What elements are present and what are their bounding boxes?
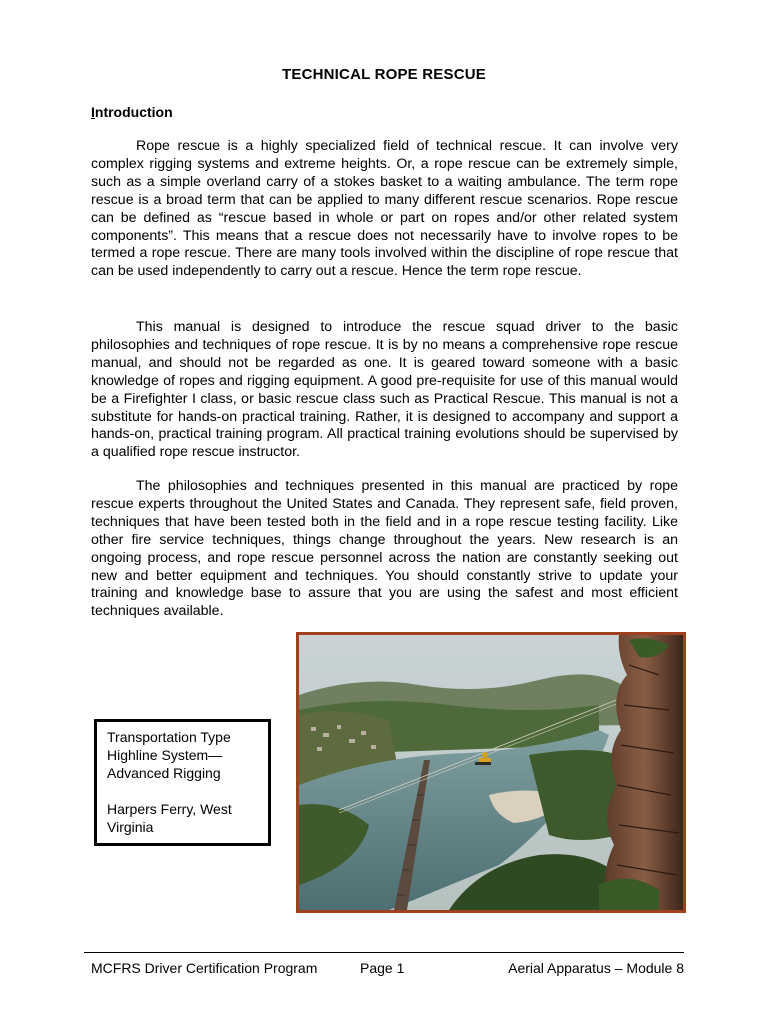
caption-line: Advanced Rigging — [107, 765, 221, 781]
caption-line: Virginia — [107, 819, 154, 835]
paragraph: The philosophies and techniques presented in this manual are practiced by rope rescue experts throughout the United States and Canada. They represent safe, field proven, techniques that have been tested both in the field and in a rope rescue testing facility. Like other fire service techniques, things change throughout the years. New research is an ongoing process, and rope rescue personnel across the nation are constantly seeking out new and better equipment and techniques. You should constantly strive to update your training and knowledge base to assure that you are using the safest and most efficient techniques available. — [91, 478, 678, 620]
footer-divider — [84, 952, 684, 953]
footer-module-name: Aerial Apparatus – Module 8 — [508, 960, 684, 976]
footer-program-name: MCFRS Driver Certification Program — [91, 960, 318, 976]
section-heading-initial: I — [91, 104, 95, 120]
photo-caption-box — [94, 719, 271, 846]
paragraph-2-block — [91, 319, 678, 480]
section-heading-rest: ntroduction — [94, 104, 173, 120]
paragraph: Rope rescue is a highly specialized field of technical rescue. It can involve very complex rigging systems and extreme heights. Or, a rope rescue can be extremely simple, such as a simple overland carry of a stokes basket to a waiting ambulance. The term rope rescue is a broad term that can be applied to many different rescue scenarios. Rope rescue can be defined as “rescue based in whole or part on ropes and/or other related system components”. This means that a rescue does not necessarily have to involve ropes to be termed a rope rescue. There are many tools involved within the discipline of rope rescue that can be used independently to carry out a rescue. Hence the term rope rescue. — [91, 138, 678, 280]
footer-page-number: Page 1 — [360, 960, 405, 976]
caption-line: Highline System— — [107, 747, 223, 763]
highline-photo — [296, 632, 686, 913]
paragraph-3-block — [91, 478, 678, 639]
caption-spacer — [107, 782, 260, 800]
paragraph-1-block — [91, 138, 678, 299]
section-heading — [91, 104, 173, 120]
paragraph: This manual is designed to introduce the rescue squad driver to the basic philosophies and techniques of rope rescue. It is by no means a comprehensive rope rescue manual, and should not be regarded as one. It is geared toward someone with a basic knowledge of ropes and rigging equipment. A good pre-requisite for use of this manual would be a Firefighter I class, or basic rescue class such as Practical Rescue. This manual is not a substitute for hands-on practical training. Rather, it is designed to accompany and support a hands-on, practical training program. All practical training evolutions should be supervised by a qualified rope rescue instructor. — [91, 319, 678, 461]
river-valley-photo-illustration — [299, 635, 683, 910]
caption-line: Transportation Type — [107, 729, 231, 745]
document-title: TECHNICAL ROPE RESCUE — [282, 66, 486, 83]
caption-line: Harpers Ferry, West — [107, 801, 232, 817]
